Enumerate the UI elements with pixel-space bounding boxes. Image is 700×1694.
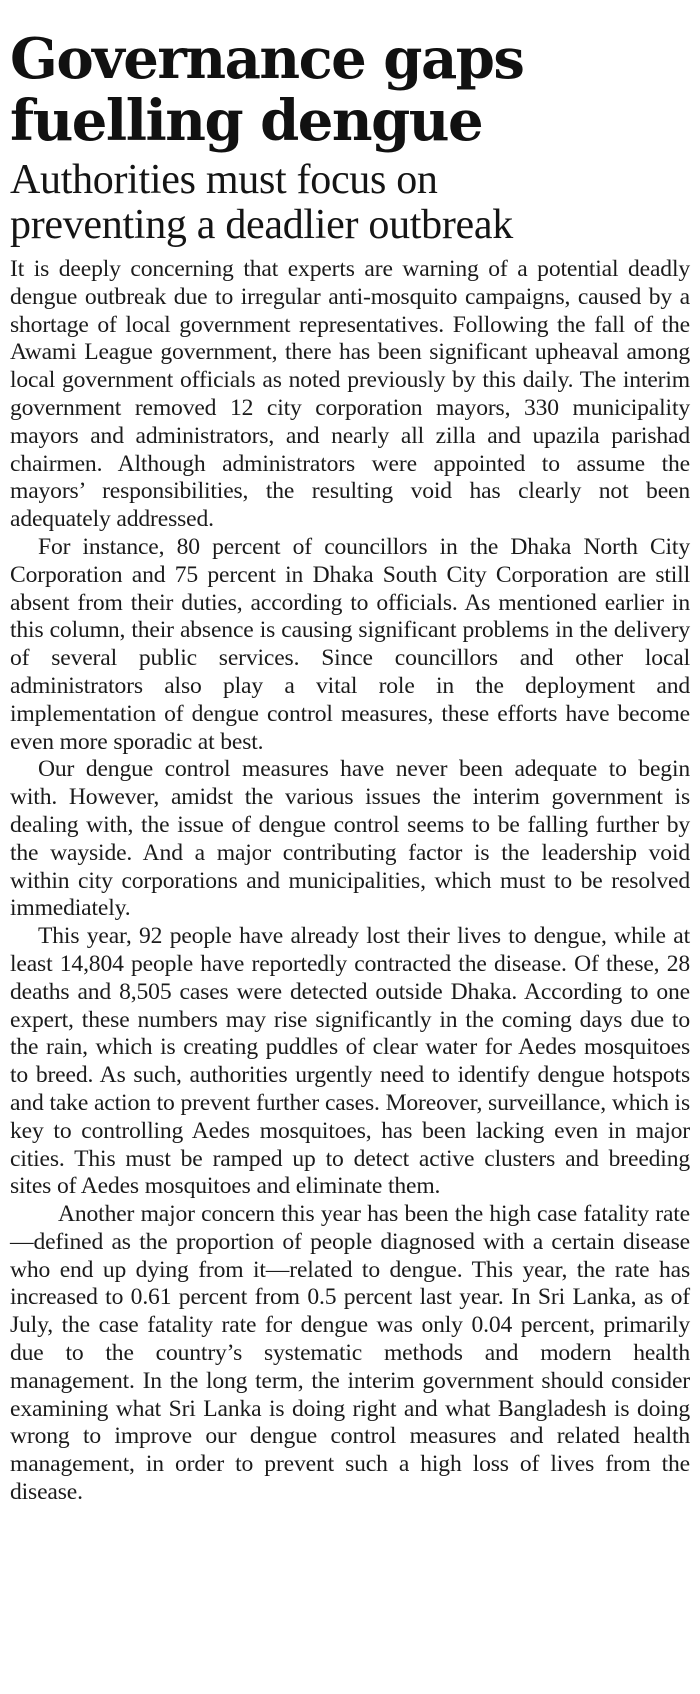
headline	[10, 28, 690, 152]
paragraph-1: It is deeply concerning that experts are warning of a potential deadly dengue outbreak due to irregular anti-mosquito campaigns, caused by a shortage of local government representatives. Following the fall of the Awami League government, there has been significant upheaval among local government officials as noted previously by this daily. The interim government removed 12 city corporation mayors, 330 municipality mayors and administrators, and nearly all zilla and upazila parishad chairmen. Although administrators were appointed to assume the mayors’ responsibilities, the resulting void has clearly not been adequately addressed.	[10, 256, 690, 533]
subheadline-line-1: Authorities must focus on	[10, 157, 438, 203]
headline-line-1: Governance gaps	[10, 26, 524, 92]
headline-line-2: fuelling dengue	[10, 88, 483, 154]
paragraph-5: Another major concern this year has been the high case fatality rate—defined as the proportion of people diagnosed with a certain disease who end up dying from it—related to dengue. This year, the rate has increased to 0.61 percent from 0.5 percent last year. In Sri Lanka, as of July, the case fatality rate for dengue was only 0.04 percent, primarily due to the country’s systematic methods and modern health management. In the long term, the interim government should consider examining what Sri Lanka is doing right and what Bangladesh is doing wrong to improve our dengue control measures and related health management, in order to prevent such a high loss of lives from the disease.	[10, 1201, 690, 1506]
subheadline-line-2: preventing a deadlier outbreak	[10, 202, 513, 248]
paragraph-4: This year, 92 people have already lost their lives to dengue, while at least 14,804 people have reportedly contracted the disease. Of these, 28 deaths and 8,505 cases were detected outside Dhaka. According to one expert, these numbers may rise significantly in the coming days due to the rain, which is creating puddles of clear water for Aedes mosquitoes to breed. As such, authorities urgently need to identify dengue hotspots and take action to prevent further cases. Moreover, surveillance, which is key to controlling Aedes mosquitoes, has been lacking even in major cities. This must be ramped up to detect active clusters and breeding sites of Aedes mosquitoes and eliminate them.	[10, 923, 690, 1200]
paragraph-2: For instance, 80 percent of councillors in the Dhaka North City Corporation and 75 percent in Dhaka South City Corporation are still absent from their duties, according to officials. As mentioned earlier in this column, their absence is causing significant problems in the delivery of several public services. Since councillors and other local administrators also play a vital role in the deployment and implementation of dengue control measures, these efforts have become even more sporadic at best.	[10, 533, 690, 755]
subheadline	[10, 158, 690, 248]
paragraph-3: Our dengue control measures have never been adequate to begin with. However, amidst the various issues the interim government is dealing with, the issue of dengue control seems to be falling further by the wayside. And a major contributing factor is the leadership void within city corporations and municipalities, which must to be resolved immediately.	[10, 756, 690, 922]
article-body	[10, 256, 690, 1507]
